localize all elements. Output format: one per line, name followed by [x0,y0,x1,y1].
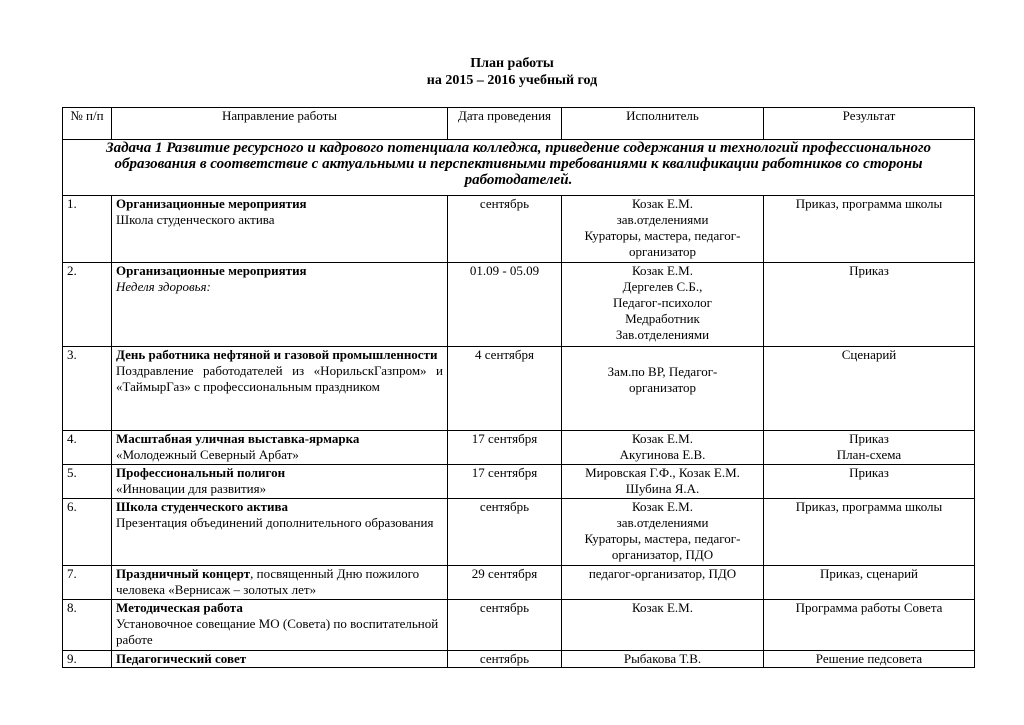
row-name: Масштабная уличная выставка-ярмарка [116,431,360,446]
row-direction [112,196,448,263]
row-name: Методическая работа [116,600,243,615]
row-desc: Школа студенческого актива [116,212,275,227]
plan-table [62,107,975,668]
row-num: 6. [63,499,112,566]
row-name: Школа студенческого актива [116,499,289,514]
row-direction [112,263,448,347]
row-num: 1. [63,196,112,263]
row-desc: Установочное совещание МО (Совета) по воспитательной работе [116,616,439,647]
row-date: 01.09 - 05.09 [448,263,562,347]
row-result: Решение педсовета [764,651,975,668]
row-direction [112,465,448,499]
table-row [63,566,975,600]
row-name: Организационные мероприятия [116,263,307,278]
row-date: 17 сентября [448,465,562,499]
table-row [63,499,975,566]
table-row [63,347,975,431]
row-executor: Рыбакова Т.В. [562,651,764,668]
row-date: 4 сентября [448,347,562,431]
row-name: Праздничный концерт [116,566,251,581]
row-result: Приказ [764,465,975,499]
row-desc: , посвященный Дню пожилого человека «Вернисаж – золотых лет» [116,566,420,597]
row-direction [112,431,448,465]
row-date: сентябрь [448,499,562,566]
row-date: 17 сентября [448,431,562,465]
row-num: 5. [63,465,112,499]
row-direction [112,566,448,600]
header-direction: Направление работы [112,108,448,140]
header-executor: Исполнитель [562,108,764,140]
table-row [63,431,975,465]
table-header-row [63,108,975,140]
row-result: Приказ, сценарий [764,566,975,600]
row-num: 4. [63,431,112,465]
row-name: Профессиональный полигон [116,465,286,480]
table-row [63,465,975,499]
row-result: Приказ, программа школы [764,499,975,566]
row-desc: Презентация объединений дополнительного образования [116,515,434,530]
row-executor: Козак Е.М. Акугинова Е.В. [562,431,764,465]
row-num: 8. [63,600,112,651]
row-name: Организационные мероприятия [116,196,307,211]
row-direction [112,347,448,431]
header-num: № п/п [63,108,112,140]
row-num: 9. [63,651,112,668]
row-num: 2. [63,263,112,347]
row-result: Сценарий [764,347,975,431]
row-result: Приказ План-схема [764,431,975,465]
row-date: сентябрь [448,600,562,651]
row-result: Программа работы Совета [764,600,975,651]
row-executor: Мировская Г.Ф., Козак Е.М. Шубина Я.А. [562,465,764,499]
task-row [63,140,975,196]
row-result: Приказ [764,263,975,347]
row-executor: Козак Е.М. Дергелев С.Б., Педагог-психолог Медработник Зав.отделениями [562,263,764,347]
plan-title: План работы [470,56,554,71]
row-executor: Козак Е.М. зав.отделениями Кураторы, мастера, педагог- организатор, ПДО [562,499,764,566]
row-date: сентябрь [448,651,562,668]
row-direction [112,600,448,651]
header-result: Результат [764,108,975,140]
row-date: сентябрь [448,196,562,263]
row-direction [112,651,448,668]
table-row [63,651,975,668]
row-name: День работника нефтяной и газовой промышленности [116,347,438,362]
table-row [63,196,975,263]
row-num: 3. [63,347,112,431]
row-result: Приказ, программа школы [764,196,975,263]
row-executor: Козак Е.М. [562,600,764,651]
row-desc: «Инновации для развития» [116,481,267,496]
row-executor: Зам.по ВР, Педагог- организатор [562,347,764,431]
row-desc: Неделя здоровья: [116,279,211,294]
row-num: 7. [63,566,112,600]
row-desc: «Молодежный Северный Арбат» [116,447,299,462]
row-direction [112,499,448,566]
row-executor: Козак Е.М. зав.отделениями Кураторы, мастера, педагог- организатор [562,196,764,263]
plan-subtitle: на 2015 – 2016 учебный год [426,73,598,88]
row-desc: Поздравление работодателей из «НорильскГазпром» и «ТаймырГаз» с профессиональным праздником [116,363,443,394]
header-date: Дата проведения [448,108,562,140]
row-executor: педагог-организатор, ПДО [562,566,764,600]
table-row [63,600,975,651]
row-date: 29 сентября [448,566,562,600]
task-text: Задача 1 Развитие ресурсного и кадрового потенциала колледжа, приведение содержания и технологий профессионального образования в соответствие с актуальными и перспективными требованиями к квалификации работников со стороны работодателей. [63,140,975,196]
table-row [63,263,975,347]
row-name: Педагогический совет [116,651,247,666]
